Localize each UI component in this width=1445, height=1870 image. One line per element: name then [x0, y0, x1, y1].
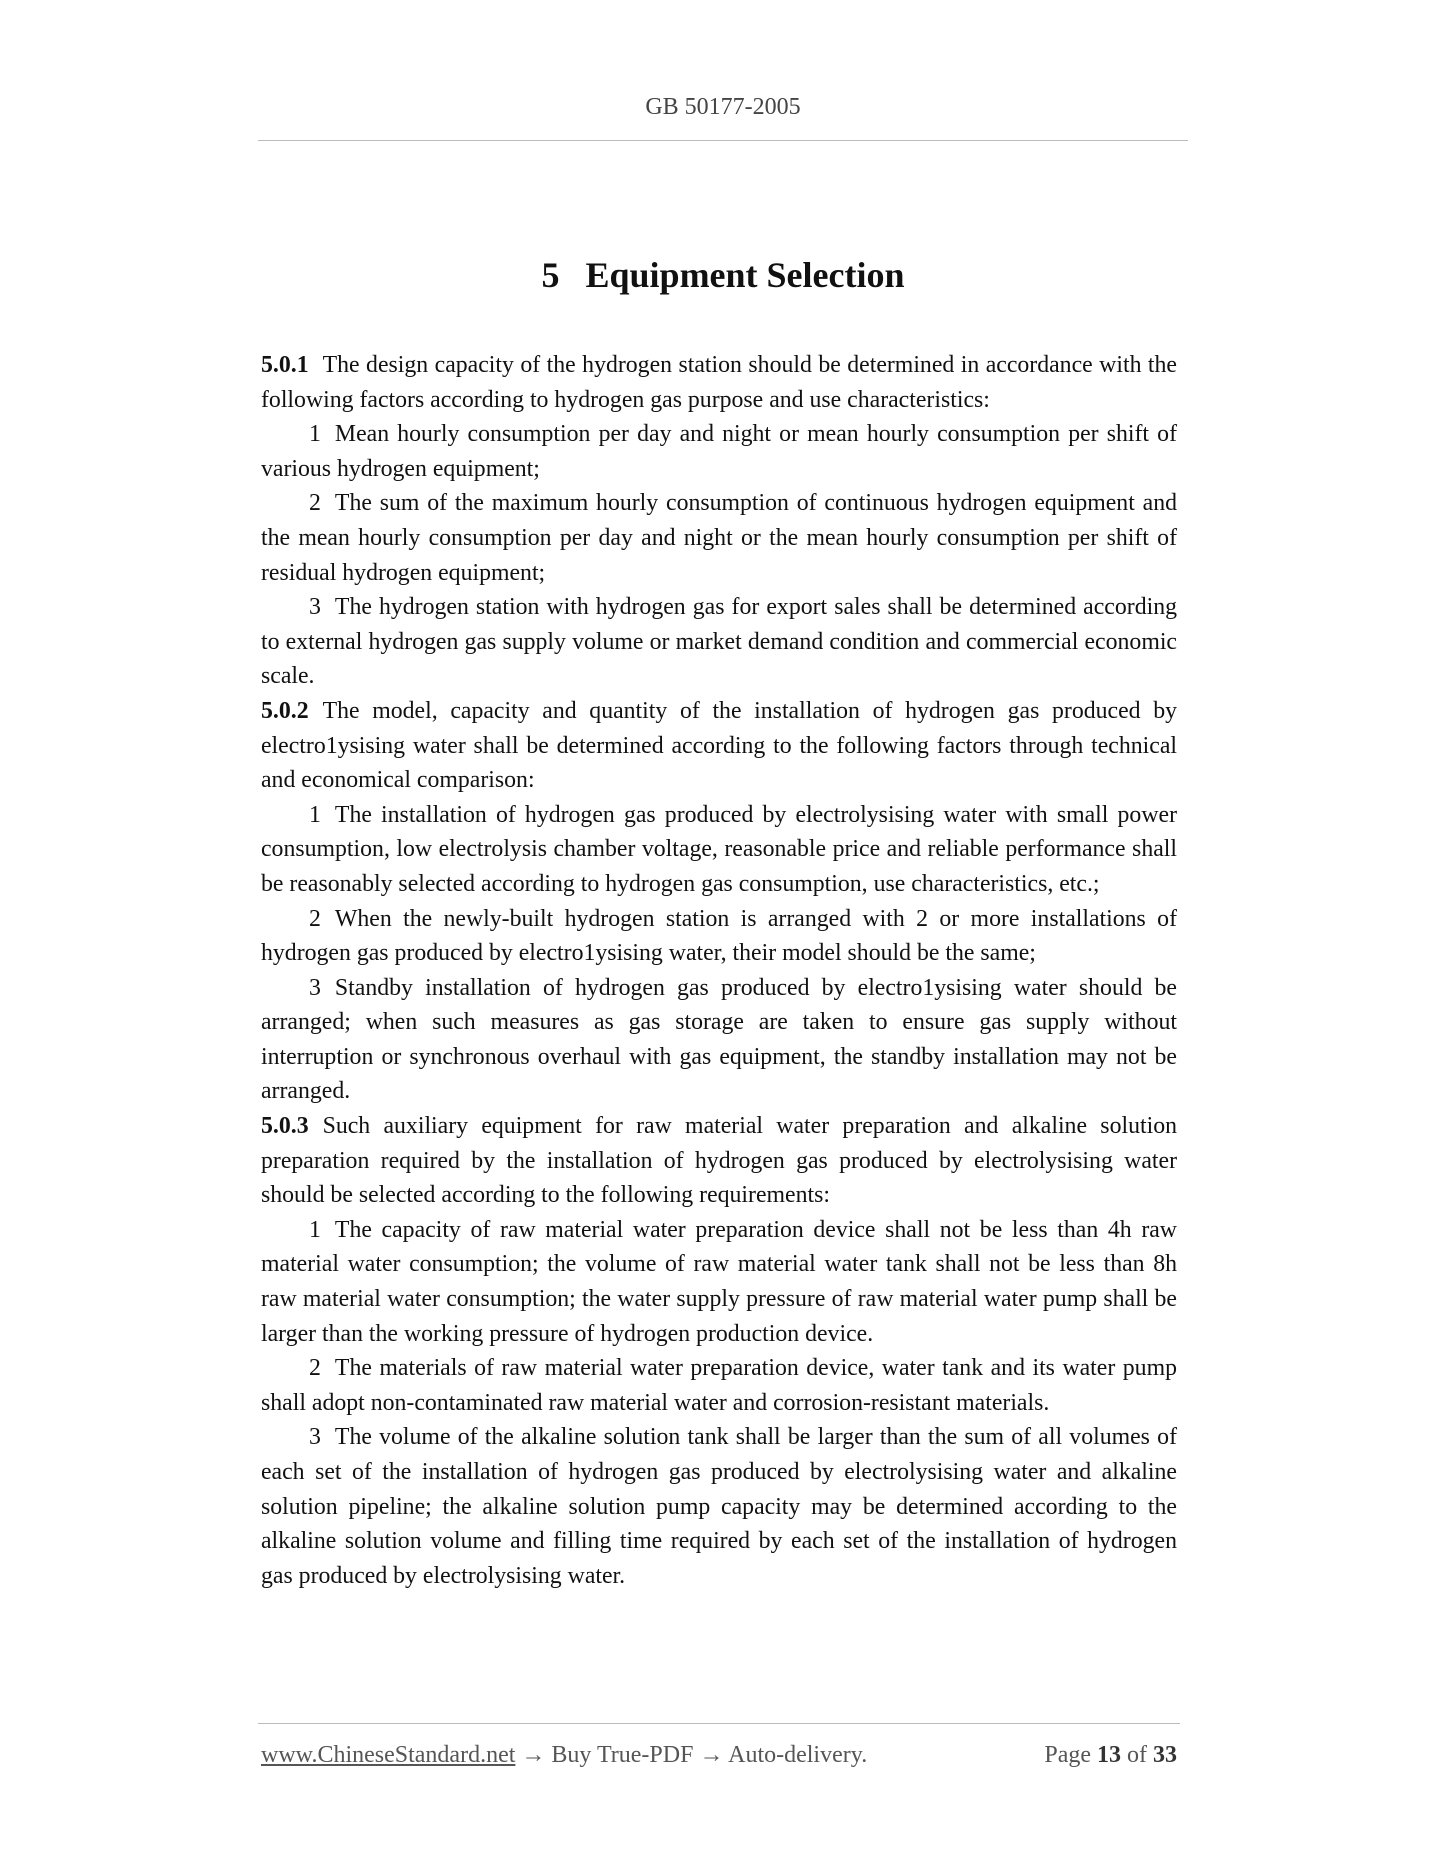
chapter-number: 5	[541, 255, 560, 295]
list-item	[261, 971, 1177, 1109]
footer-tagline: → Buy True-PDF → Auto-delivery.	[515, 1742, 868, 1768]
clause-paragraph	[261, 348, 1177, 417]
page-total: 33	[1153, 1742, 1177, 1768]
item-number: 1	[309, 801, 321, 828]
page-of-label: of	[1127, 1742, 1147, 1768]
header-divider	[258, 140, 1188, 141]
item-number: 2	[309, 490, 321, 517]
item-text: The volume of the alkaline solution tank shall be larger than the sum of all volumes of each set of the installation of hydrogen gas produced by electrolysising water and alkaline solution pipeline; the alkaline solution pump capacity may be determined according to the alkaline solution volume and filling time required by each set of the installation of hydrogen gas produced by electrolysising water.	[261, 1424, 1177, 1589]
item-text: The sum of the maximum hourly consumption of continuous hydrogen equipment and the mean hourly consumption per day and night or the mean hourly consumption per shift of residual hydrogen equipment;	[261, 490, 1177, 586]
item-text: The materials of raw material water preparation device, water tank and its water pump shall adopt non-contaminated raw material water and corrosion-resistant materials.	[261, 1355, 1177, 1416]
clause-number: 5.0.3	[261, 1113, 309, 1140]
clause-number: 5.0.1	[261, 352, 309, 378]
chapter-title	[258, 254, 1188, 296]
item-text: The hydrogen station with hydrogen gas for export sales shall be determined according to external hydrogen gas supply volume or market demand condition and commercial economic scale.	[261, 594, 1177, 690]
list-item	[261, 417, 1177, 486]
item-number: 2	[309, 1355, 321, 1382]
clause-paragraph	[261, 1109, 1177, 1213]
item-text: When the newly-built hydrogen station is arranged with 2 or more installations of hydrogen gas produced by electro1ysising water, their model should be the same;	[261, 905, 1177, 967]
list-item	[261, 798, 1177, 902]
clause-paragraph	[261, 694, 1177, 798]
item-text: Standby installation of hydrogen gas produced by electro1ysising water should be arranged; when such measures as gas storage are taken to ensure gas supply without interruption or synchronous overhaul with gas equipment, the standby installation may not be arranged.	[261, 974, 1177, 1105]
item-number: 3	[309, 1424, 321, 1451]
page-number	[1044, 1742, 1177, 1769]
item-number: 2	[309, 905, 321, 932]
page-current: 13	[1097, 1742, 1121, 1768]
clause-text: The design capacity of the hydrogen station should be determined in accordance with the following factors according to hydrogen gas purpose and use characteristics:	[261, 352, 1177, 413]
list-item	[261, 1213, 1177, 1351]
list-item	[261, 486, 1177, 590]
footer-promo	[261, 1742, 867, 1769]
clause-number: 5.0.2	[261, 697, 309, 724]
clause-text: Such auxiliary equipment for raw material water preparation and alkaline solution preparation required by the installation of hydrogen gas produced by electrolysising water should be selected according to the following requirements:	[261, 1113, 1177, 1209]
clause-text: The model, capacity and quantity of the installation of hydrogen gas produced by electro1ysising water shall be determined according to the following factors through technical and economical comparison:	[261, 697, 1177, 794]
item-number: 1	[309, 421, 321, 448]
list-item	[261, 1420, 1177, 1593]
list-item	[261, 902, 1177, 971]
footer-divider	[258, 1723, 1180, 1724]
item-number: 3	[309, 594, 321, 621]
website-link[interactable]: www.ChineseStandard.net	[261, 1742, 516, 1768]
running-header: GB 50177-2005	[645, 94, 801, 120]
item-number: 3	[309, 974, 321, 1001]
list-item	[261, 590, 1177, 694]
document-body	[261, 348, 1177, 1593]
item-text: Mean hourly consumption per day and night or mean hourly consumption per shift of various hydrogen equipment;	[261, 421, 1177, 482]
page-label: Page	[1044, 1742, 1091, 1768]
chapter-title-text: Equipment Selection	[585, 255, 905, 295]
list-item	[261, 1351, 1177, 1420]
item-text: The installation of hydrogen gas produced by electrolysising water with small power consumption, low electrolysis chamber voltage, reasonable price and reliable performance shall be reasonably selected according to hydrogen gas consumption, use characteristics, etc.;	[261, 801, 1177, 897]
item-number: 1	[309, 1216, 321, 1243]
item-text: The capacity of raw material water preparation device shall not be less than 4h raw material water consumption; the volume of raw material water tank shall not be less than 8h raw material water consumption; the water supply pressure of raw material water pump shall be larger than the working pressure of hydrogen production device.	[261, 1216, 1177, 1347]
